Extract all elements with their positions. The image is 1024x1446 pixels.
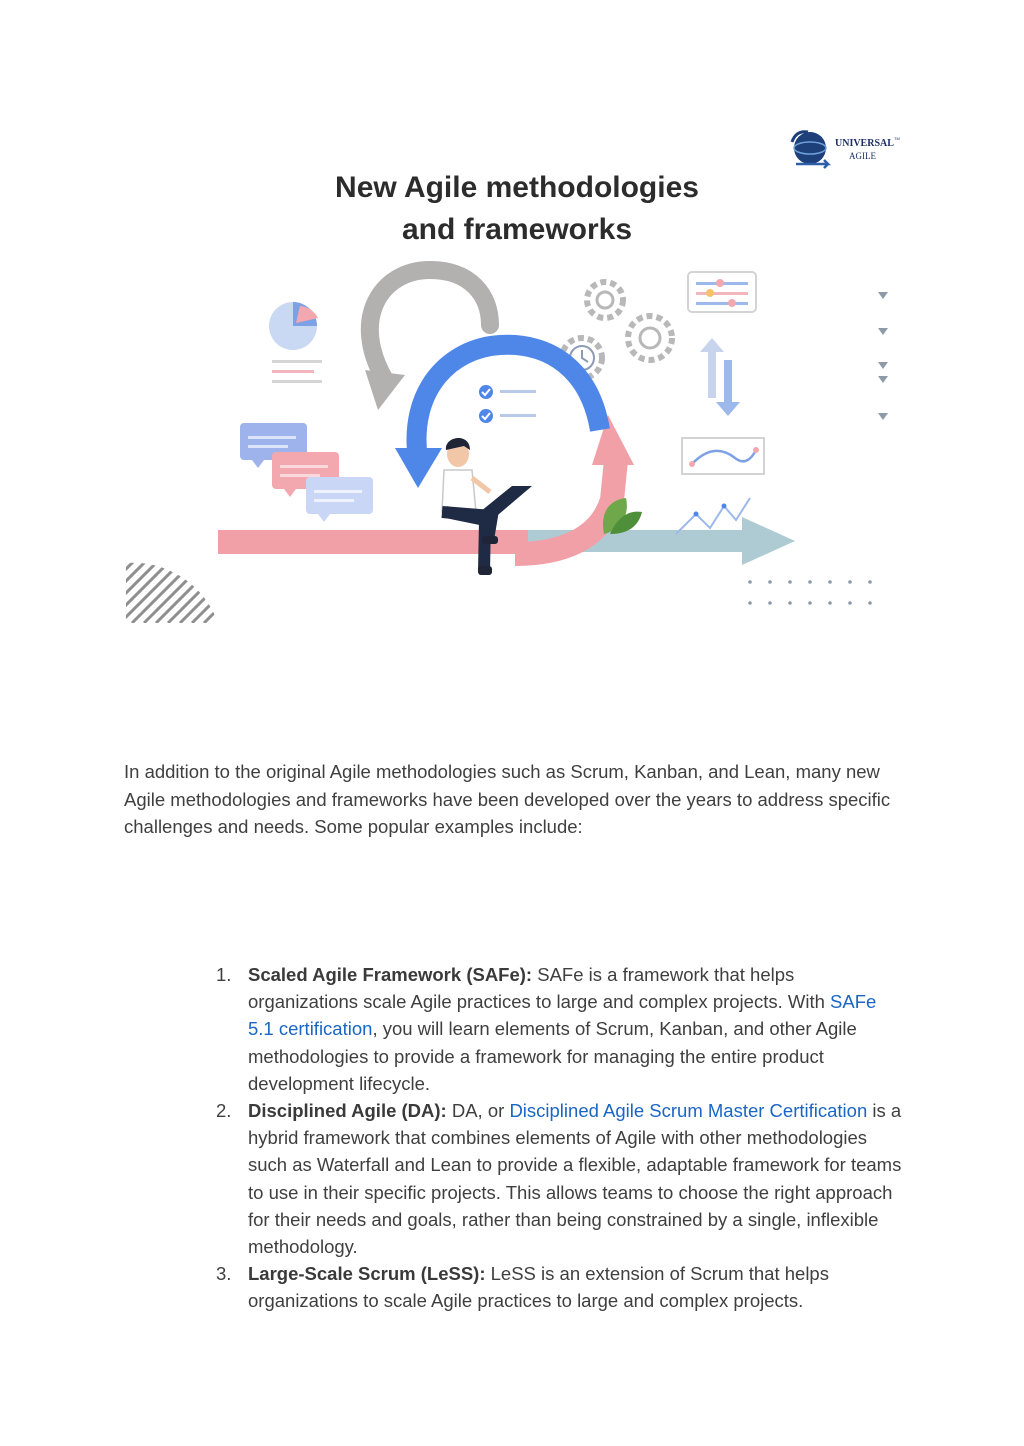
pie-chart-icon — [269, 302, 322, 383]
intro-paragraph: In addition to the original Agile methodologies such as Scrum, Kanban, and Lean, many new Agile methodologies and frameworks have been developed over the years to address specific challenges and needs. Some popular examples include: — [124, 761, 891, 837]
list-item-number: 2. — [216, 1100, 232, 1122]
list-item-text: DA, or — [446, 1100, 510, 1122]
list-item-number: 3. — [216, 1263, 232, 1285]
list-item — [200, 1097, 905, 1260]
sort-arrows-icon — [700, 338, 740, 416]
line-chart-card — [682, 438, 764, 474]
zigzag-trend-icon — [676, 498, 750, 534]
list-item — [200, 1260, 905, 1314]
dot-pattern — [748, 580, 872, 605]
list-item-title: Disciplined Agile (DA): — [248, 1100, 447, 1122]
checklist-icon — [479, 385, 536, 423]
settings-sliders-icon — [688, 272, 756, 312]
blue-circular-arrow — [395, 345, 600, 488]
list-item-title: Large-Scale Scrum (LeSS): — [248, 1263, 486, 1285]
logo-text-top: UNIVERSAL — [835, 138, 894, 149]
list-markers — [878, 292, 888, 420]
globe-icon — [794, 132, 826, 164]
logo-text-bottom: AGILE — [849, 151, 876, 161]
message-cards — [240, 423, 373, 522]
list-item — [200, 961, 905, 1097]
list-item-title: Scaled Agile Framework (SAFe): — [248, 964, 533, 985]
list-item-number: 1. — [216, 964, 232, 985]
list-item-text: , you will learn elements of Scrum, Kanban, and other Agile methodologies to provide a framework for managing the entire product development lifecycle. — [248, 1018, 857, 1094]
hero-title-line2: and frameworks — [401, 213, 633, 246]
disciplined-agile-certification-link[interactable]: Disciplined Agile Scrum Master Certification — [509, 1100, 868, 1122]
frameworks-list — [200, 961, 905, 1315]
hero-illustration — [120, 120, 910, 630]
list-item-text: is a hybrid framework that combines elements of Agile with other methodologies such as Waterfall and Lean to provide a flexible, adaptable framework for teams to use in their specific projects. This allows teams to choose the right approach for their needs and goals, rather than being constrained by a single, inflexible methodology. — [248, 1100, 902, 1258]
list-item-text: SAFe is a framework that helps organizations scale Agile practices to large and complex projects. With — [248, 964, 831, 1013]
safe-certification-link[interactable]: SAFe 5.1 certification — [248, 991, 877, 1040]
hero-title-line1: New Agile methodologies — [335, 171, 699, 204]
universal-agile-logo — [792, 132, 900, 168]
logo-tm: TM — [894, 136, 900, 141]
list-item-text: LeSS is an extension of Scrum that helps organizations to scale Agile practices to large and complex projects. — [248, 1263, 829, 1312]
